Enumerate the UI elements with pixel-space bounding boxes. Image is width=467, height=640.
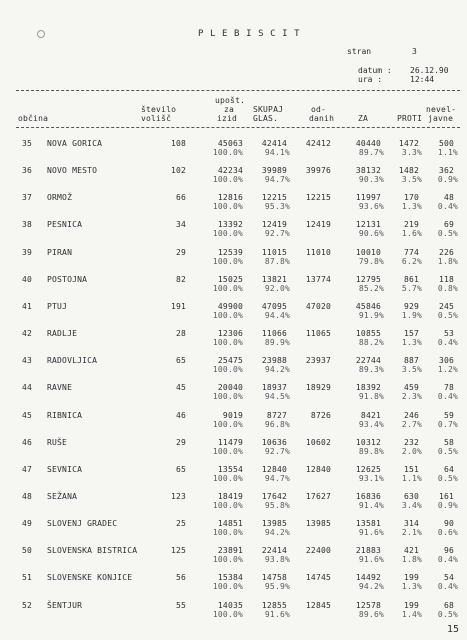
cell-invalid: 59 xyxy=(443,410,454,420)
cell-polling: 66 xyxy=(175,193,186,203)
cell-polling: 29 xyxy=(175,437,186,447)
cell-total-pct: 95.9% xyxy=(264,582,290,592)
cell-counted-pct: 100.0% xyxy=(212,365,243,375)
table-row xyxy=(0,519,467,549)
cell-name: ŠENTJUR xyxy=(47,600,83,610)
table-row xyxy=(0,139,467,169)
cell-counted: 14035 xyxy=(217,600,243,610)
cell-cast: 12845 xyxy=(305,600,331,610)
cell-cast: 47020 xyxy=(305,301,331,311)
cell-total: 17642 xyxy=(261,491,287,501)
table-row xyxy=(0,546,467,576)
cell-name: NOVO MESTO xyxy=(47,166,98,176)
cell-cast: 11065 xyxy=(305,329,331,339)
corner-mark: 15 xyxy=(447,624,460,635)
pencil-mark xyxy=(37,30,45,38)
cell-za: 12625 xyxy=(355,464,381,474)
cell-invalid: 64 xyxy=(443,464,454,474)
cell-proti-pct: 1.3% xyxy=(401,582,422,592)
cell-za-pct: 89.7% xyxy=(358,148,384,157)
cell-counted: 20040 xyxy=(217,383,243,393)
cell-za-pct: 90.3% xyxy=(358,175,384,185)
cell-polling: 46 xyxy=(175,410,186,420)
cell-za: 21883 xyxy=(355,546,381,556)
cell-name: ORMOŽ xyxy=(47,193,73,203)
cell-proti: 774 xyxy=(403,247,419,257)
header-upostevani-2: za xyxy=(224,105,235,114)
cell-proti: 1472 xyxy=(398,139,419,148)
header-stevilo-1: število xyxy=(141,105,177,114)
header-neveljavne-2: javne xyxy=(428,114,454,123)
cell-counted: 18419 xyxy=(217,491,243,501)
cell-polling: 191 xyxy=(170,301,186,311)
cell-no: 35 xyxy=(22,139,33,148)
cell-cast: 23937 xyxy=(305,356,331,366)
cell-cast: 13985 xyxy=(305,519,331,529)
cell-proti-pct: 1.1% xyxy=(401,473,422,483)
cell-counted: 42234 xyxy=(217,166,243,176)
cell-invalid-pct: 0.7% xyxy=(437,419,458,429)
header-obcina: občina xyxy=(18,114,49,123)
cell-counted: 14851 xyxy=(217,519,243,529)
cell-invalid-pct: 0.8% xyxy=(437,283,458,293)
cell-za-pct: 93.4% xyxy=(358,419,384,429)
cell-total: 8727 xyxy=(266,410,287,420)
cell-proti-pct: 2.0% xyxy=(401,446,422,456)
cell-no: 43 xyxy=(22,356,33,366)
cell-invalid: 306 xyxy=(438,356,454,366)
cell-counted: 45063 xyxy=(217,139,243,148)
cell-total-pct: 92.0% xyxy=(264,283,290,293)
table-row xyxy=(0,438,467,468)
table-row xyxy=(0,220,467,250)
cell-counted-pct: 100.0% xyxy=(212,256,243,266)
cell-polling: 108 xyxy=(170,139,186,148)
cell-invalid-pct: 0.6% xyxy=(437,528,458,538)
cell-counted-pct: 100.0% xyxy=(212,500,243,510)
cell-cast: 42412 xyxy=(305,139,331,148)
cell-total-pct: 94.1% xyxy=(264,148,290,157)
cell-no: 41 xyxy=(22,301,33,311)
cell-za-pct: 93.1% xyxy=(358,473,384,483)
cell-name: RAVNE xyxy=(47,383,73,393)
cell-proti-pct: 5.7% xyxy=(401,283,422,293)
header-skupaj-1: SKUPAJ xyxy=(253,105,284,114)
cell-proti: 151 xyxy=(403,464,419,474)
date-value: 26.12.90 xyxy=(410,66,449,75)
cell-invalid: 48 xyxy=(443,193,454,203)
cell-invalid-pct: 0.5% xyxy=(437,609,458,619)
cell-no: 40 xyxy=(22,274,33,284)
cell-name: RIBNICA xyxy=(47,410,83,420)
cell-invalid-pct: 0.4% xyxy=(437,392,458,402)
cell-za: 12131 xyxy=(355,220,381,230)
cell-counted-pct: 100.0% xyxy=(212,202,243,212)
cell-proti: 630 xyxy=(403,491,419,501)
cell-no: 49 xyxy=(22,519,33,529)
cell-za-pct: 89.6% xyxy=(358,609,384,619)
header-skupaj-2: GLAS. xyxy=(253,114,279,123)
table-row xyxy=(0,492,467,522)
cell-invalid: 78 xyxy=(443,383,454,393)
cell-name: NOVA GORICA xyxy=(47,139,103,148)
cell-polling: 65 xyxy=(175,464,186,474)
cell-cast: 17627 xyxy=(305,491,331,501)
cell-no: 46 xyxy=(22,437,33,447)
cell-no: 45 xyxy=(22,410,33,420)
cell-total: 39989 xyxy=(261,166,287,176)
cell-invalid: 54 xyxy=(443,573,454,583)
cell-za: 16836 xyxy=(355,491,381,501)
cell-polling: 55 xyxy=(175,600,186,610)
cell-no: 39 xyxy=(22,247,33,257)
cell-total-pct: 94.4% xyxy=(264,310,290,320)
cell-proti-pct: 1.3% xyxy=(401,202,422,212)
cell-counted-pct: 100.0% xyxy=(212,283,243,293)
table-row xyxy=(0,465,467,495)
cell-counted: 9019 xyxy=(222,410,243,420)
cell-polling: 56 xyxy=(175,573,186,583)
table-row xyxy=(0,329,467,359)
header-oddanih-2: danih xyxy=(309,114,335,123)
cell-no: 38 xyxy=(22,220,33,230)
cell-invalid-pct: 0.9% xyxy=(437,175,458,185)
cell-proti: 314 xyxy=(403,519,419,529)
cell-proti-pct: 6.2% xyxy=(401,256,422,266)
cell-total-pct: 94.5% xyxy=(264,392,290,402)
cell-proti: 1482 xyxy=(398,166,419,176)
cell-cast: 10602 xyxy=(305,437,331,447)
cell-proti: 232 xyxy=(403,437,419,447)
cell-total: 12215 xyxy=(261,193,287,203)
cell-invalid-pct: 0.5% xyxy=(437,229,458,239)
cell-cast: 39976 xyxy=(305,166,331,176)
cell-proti: 199 xyxy=(403,573,419,583)
cell-name: SEŽANA xyxy=(47,491,78,501)
cell-polling: 25 xyxy=(175,519,186,529)
cell-counted-pct: 100.0% xyxy=(212,338,243,348)
cell-name: SLOVENSKE KONJICE xyxy=(47,573,133,583)
cell-name: SLOVENSKA BISTRICA xyxy=(47,546,138,556)
cell-no: 47 xyxy=(22,464,33,474)
cell-total-pct: 92.7% xyxy=(264,229,290,239)
cell-polling: 28 xyxy=(175,329,186,339)
cell-name: PESNICA xyxy=(47,220,83,230)
cell-counted-pct: 100.0% xyxy=(212,582,243,592)
cell-total: 10636 xyxy=(261,437,287,447)
cell-proti: 199 xyxy=(403,600,419,610)
cell-invalid-pct: 0.4% xyxy=(437,338,458,348)
cell-za: 12795 xyxy=(355,274,381,284)
cell-polling: 45 xyxy=(175,383,186,393)
cell-counted: 11479 xyxy=(217,437,243,447)
cell-name: RADLJE xyxy=(47,329,78,339)
cell-total: 23988 xyxy=(261,356,287,366)
cell-counted-pct: 100.0% xyxy=(212,310,243,320)
cell-cast: 11010 xyxy=(305,247,331,257)
cell-counted-pct: 100.0% xyxy=(212,175,243,185)
cell-proti-pct: 3.3% xyxy=(401,148,422,157)
cell-invalid-pct: 1.1% xyxy=(437,148,458,157)
cell-proti-pct: 3.5% xyxy=(401,175,422,185)
cell-name: RUŠE xyxy=(47,437,68,447)
cell-proti: 246 xyxy=(403,410,419,420)
cell-cast: 12215 xyxy=(305,193,331,203)
cell-invalid: 69 xyxy=(443,220,454,230)
header-za: ZA xyxy=(358,114,369,123)
cell-za: 13581 xyxy=(355,519,381,529)
cell-total-pct: 94.2% xyxy=(264,528,290,538)
cell-za-pct: 85.2% xyxy=(358,283,384,293)
cell-total: 22414 xyxy=(261,546,287,556)
header-upostevani-3: izid xyxy=(217,114,238,123)
cell-invalid-pct: 1.2% xyxy=(437,365,458,375)
header-top-rule xyxy=(16,90,460,91)
cell-total: 12855 xyxy=(261,600,287,610)
cell-total-pct: 96.8% xyxy=(264,419,290,429)
cell-invalid-pct: 0.5% xyxy=(437,310,458,320)
header-stevilo-2: volišč xyxy=(141,114,172,123)
cell-total: 18937 xyxy=(261,383,287,393)
cell-no: 50 xyxy=(22,546,33,556)
cell-total-pct: 89.9% xyxy=(264,338,290,348)
cell-total: 42414 xyxy=(261,139,287,148)
table-row xyxy=(0,302,467,332)
cell-total: 11015 xyxy=(261,247,287,257)
cell-invalid: 161 xyxy=(438,491,454,501)
cell-proti: 157 xyxy=(403,329,419,339)
cell-invalid: 90 xyxy=(443,519,454,529)
cell-total: 11066 xyxy=(261,329,287,339)
cell-proti-pct: 1.8% xyxy=(401,555,422,565)
cell-invalid: 362 xyxy=(438,166,454,176)
cell-counted: 12306 xyxy=(217,329,243,339)
cell-total: 47095 xyxy=(261,301,287,311)
cell-polling: 123 xyxy=(170,491,186,501)
table-row xyxy=(0,166,467,196)
cell-invalid-pct: 0.4% xyxy=(437,202,458,212)
cell-polling: 125 xyxy=(170,546,186,556)
cell-cast: 12419 xyxy=(305,220,331,230)
cell-invalid: 96 xyxy=(443,546,454,556)
cell-counted-pct: 100.0% xyxy=(212,392,243,402)
cell-proti: 929 xyxy=(403,301,419,311)
cell-za-pct: 91.6% xyxy=(358,528,384,538)
cell-za-pct: 91.8% xyxy=(358,392,384,402)
time-label: ura : xyxy=(358,75,383,84)
header-neveljavne-1: nevel- xyxy=(426,105,457,114)
cell-invalid-pct: 0.5% xyxy=(437,473,458,483)
cell-name: PIRAN xyxy=(47,247,73,257)
cell-name: SLOVENJ GRADEC xyxy=(47,519,118,529)
cell-cast: 18929 xyxy=(305,383,331,393)
cell-name: PTUJ xyxy=(47,301,68,311)
cell-invalid: 53 xyxy=(443,329,454,339)
cell-polling: 29 xyxy=(175,247,186,257)
cell-za: 8421 xyxy=(360,410,381,420)
cell-proti-pct: 3.4% xyxy=(401,500,422,510)
cell-polling: 65 xyxy=(175,356,186,366)
cell-za: 10855 xyxy=(355,329,381,339)
cell-counted-pct: 100.0% xyxy=(212,609,243,619)
date-label: datum : xyxy=(358,66,392,75)
cell-total-pct: 94.7% xyxy=(264,175,290,185)
cell-proti: 170 xyxy=(403,193,419,203)
cell-no: 48 xyxy=(22,491,33,501)
table-row xyxy=(0,411,467,441)
cell-no: 44 xyxy=(22,383,33,393)
cell-proti: 861 xyxy=(403,274,419,284)
cell-proti-pct: 2.3% xyxy=(401,392,422,402)
page-number: 3 xyxy=(412,47,417,56)
cell-name: SEVNICA xyxy=(47,464,83,474)
cell-za: 45846 xyxy=(355,301,381,311)
cell-polling: 82 xyxy=(175,274,186,284)
cell-invalid: 58 xyxy=(443,437,454,447)
cell-invalid-pct: 1.8% xyxy=(437,256,458,266)
cell-no: 42 xyxy=(22,329,33,339)
cell-cast: 8726 xyxy=(310,410,331,420)
cell-za: 12578 xyxy=(355,600,381,610)
header-bottom-rule xyxy=(16,127,460,128)
cell-counted-pct: 100.0% xyxy=(212,473,243,483)
header-oddanih-1: od- xyxy=(311,105,327,114)
cell-total-pct: 87.8% xyxy=(264,256,290,266)
cell-za: 38132 xyxy=(355,166,381,176)
cell-total-pct: 95.3% xyxy=(264,202,290,212)
cell-no: 52 xyxy=(22,600,33,610)
cell-counted-pct: 100.0% xyxy=(212,148,243,157)
cell-proti-pct: 1.6% xyxy=(401,229,422,239)
cell-za: 10010 xyxy=(355,247,381,257)
cell-za: 14492 xyxy=(355,573,381,583)
cell-no: 51 xyxy=(22,573,33,583)
cell-counted: 13554 xyxy=(217,464,243,474)
cell-invalid-pct: 0.4% xyxy=(437,555,458,565)
cell-total: 12840 xyxy=(261,464,287,474)
cell-total-pct: 94.2% xyxy=(264,365,290,375)
cell-total-pct: 95.8% xyxy=(264,500,290,510)
table-row xyxy=(0,248,467,278)
cell-proti-pct: 2.7% xyxy=(401,419,422,429)
cell-counted-pct: 100.0% xyxy=(212,555,243,565)
cell-counted: 13392 xyxy=(217,220,243,230)
cell-counted: 15384 xyxy=(217,573,243,583)
cell-counted-pct: 100.0% xyxy=(212,446,243,456)
table-row xyxy=(0,601,467,631)
cell-proti: 219 xyxy=(403,220,419,230)
cell-counted-pct: 100.0% xyxy=(212,229,243,239)
cell-proti-pct: 1.4% xyxy=(401,609,422,619)
cell-za: 10312 xyxy=(355,437,381,447)
cell-invalid: 500 xyxy=(438,139,454,148)
cell-za-pct: 90.6% xyxy=(358,229,384,239)
table-row xyxy=(0,356,467,386)
table-row xyxy=(0,573,467,603)
cell-cast: 14745 xyxy=(305,573,331,583)
cell-total: 14758 xyxy=(261,573,287,583)
cell-counted: 23891 xyxy=(217,546,243,556)
cell-total: 12419 xyxy=(261,220,287,230)
cell-proti-pct: 2.1% xyxy=(401,528,422,538)
time-value: 12:44 xyxy=(410,75,435,84)
cell-za-pct: 91.6% xyxy=(358,555,384,565)
cell-counted-pct: 100.0% xyxy=(212,528,243,538)
cell-invalid: 245 xyxy=(438,301,454,311)
cell-za-pct: 91.4% xyxy=(358,500,384,510)
cell-za: 11997 xyxy=(355,193,381,203)
cell-za-pct: 88.2% xyxy=(358,338,384,348)
cell-proti-pct: 3.5% xyxy=(401,365,422,375)
cell-za-pct: 79.8% xyxy=(358,256,384,266)
cell-no: 37 xyxy=(22,193,33,203)
cell-no: 36 xyxy=(22,166,33,176)
cell-counted: 12539 xyxy=(217,247,243,257)
cell-za-pct: 89.3% xyxy=(358,365,384,375)
cell-cast: 12840 xyxy=(305,464,331,474)
cell-polling: 102 xyxy=(170,166,186,176)
cell-za-pct: 91.9% xyxy=(358,310,384,320)
cell-total: 13821 xyxy=(261,274,287,284)
cell-za: 40440 xyxy=(355,139,381,148)
cell-total-pct: 92.7% xyxy=(264,446,290,456)
cell-za-pct: 94.2% xyxy=(358,582,384,592)
cell-proti: 421 xyxy=(403,546,419,556)
table-row xyxy=(0,383,467,413)
cell-polling: 34 xyxy=(175,220,186,230)
cell-total-pct: 94.7% xyxy=(264,473,290,483)
cell-za-pct: 89.8% xyxy=(358,446,384,456)
cell-proti-pct: 1.3% xyxy=(401,338,422,348)
cell-name: POSTOJNA xyxy=(47,274,88,284)
cell-proti: 887 xyxy=(403,356,419,366)
cell-total-pct: 91.6% xyxy=(264,609,290,619)
cell-name: RADOVLJICA xyxy=(47,356,98,366)
cell-cast: 13774 xyxy=(305,274,331,284)
cell-proti: 459 xyxy=(403,383,419,393)
header-upostevani-1: upošt. xyxy=(215,96,246,105)
cell-invalid-pct: 0.9% xyxy=(437,500,458,510)
cell-total-pct: 93.8% xyxy=(264,555,290,565)
cell-invalid: 226 xyxy=(438,247,454,257)
cell-counted: 49900 xyxy=(217,301,243,311)
header-proti: PROTI xyxy=(397,114,423,123)
cell-za: 18392 xyxy=(355,383,381,393)
cell-za: 22744 xyxy=(355,356,381,366)
page-label: stran xyxy=(347,47,372,56)
cell-invalid-pct: 0.5% xyxy=(437,446,458,456)
cell-counted-pct: 100.0% xyxy=(212,419,243,429)
table-row xyxy=(0,193,467,223)
table-row xyxy=(0,275,467,305)
cell-total: 13985 xyxy=(261,519,287,529)
cell-counted: 15025 xyxy=(217,274,243,284)
document-title: PLEBISCIT xyxy=(198,29,307,39)
cell-proti-pct: 1.9% xyxy=(401,310,422,320)
cell-cast: 22400 xyxy=(305,546,331,556)
cell-invalid: 118 xyxy=(438,274,454,284)
cell-za-pct: 93.6% xyxy=(358,202,384,212)
cell-counted: 25475 xyxy=(217,356,243,366)
cell-counted: 12816 xyxy=(217,193,243,203)
cell-invalid-pct: 0.4% xyxy=(437,582,458,592)
cell-invalid: 68 xyxy=(443,600,454,610)
